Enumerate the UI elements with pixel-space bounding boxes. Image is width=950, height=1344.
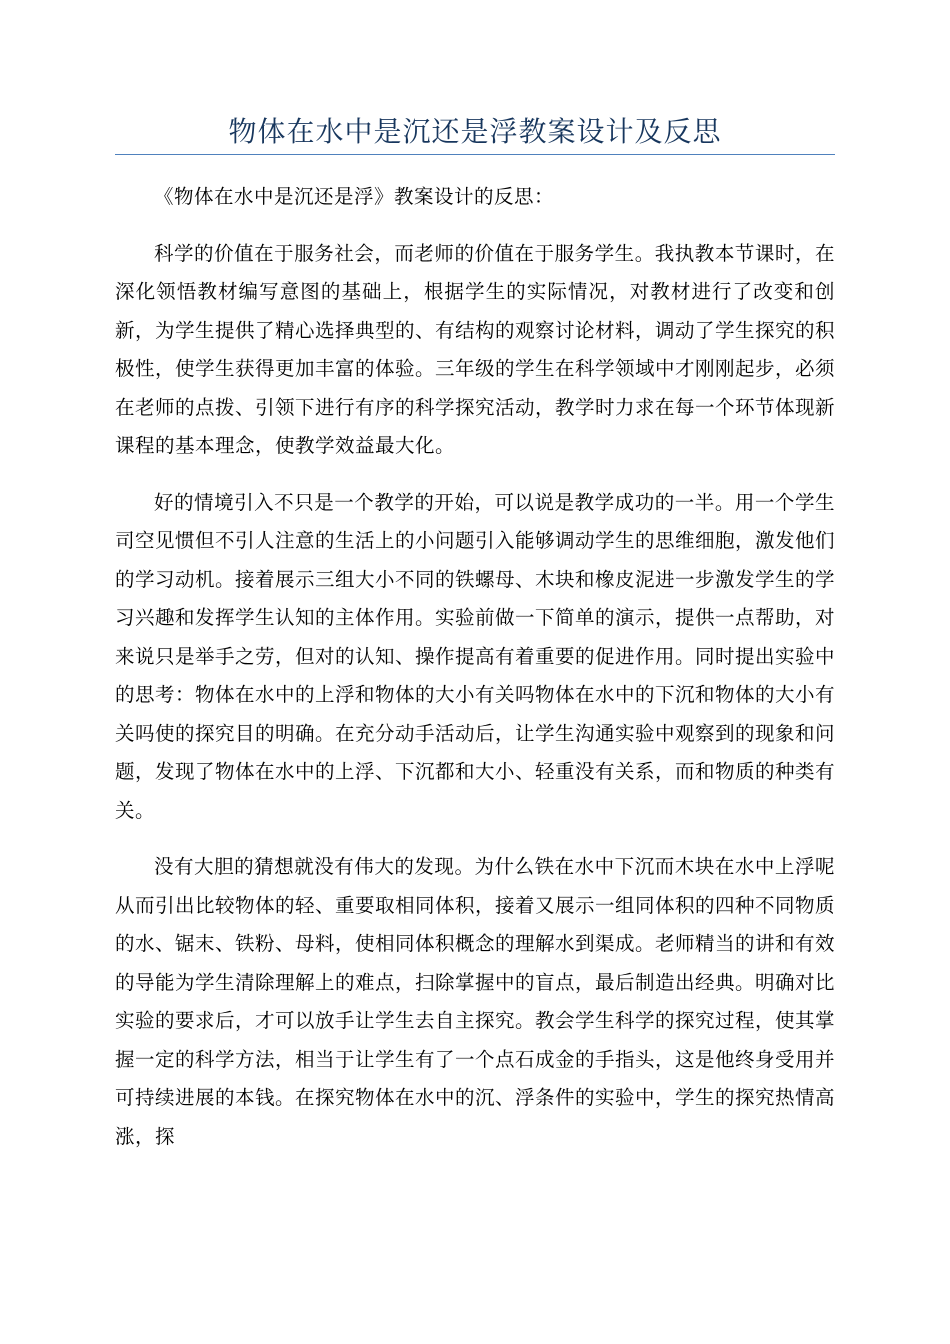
title-underline bbox=[115, 154, 835, 155]
paragraph: 没有大胆的猜想就没有伟大的发现。为什么铁在水中下沉而木块在水中上浮呢从而引出比较物体的轻、重要取相同体积，接着又展示一组同体积的四种不同物质的水、锯末、铁粉、母料，使相同体积概念的理解水到渠成。老师精当的讲和有效的导能为学生清除理解上的难点，扫除掌握中的盲点，最后制造出经典。明确对比实验的要求后，才可以放手让学生去自主探究。教会学生科学的探究过程，使其掌握一定的科学方法，相当于让学生有了一个点石成金的手指头，这是他终身受用并可持续进展的本钱。在探究物体在水中的沉、浮条件的实验中，学生的探究热情高涨，探 bbox=[115, 855, 836, 1148]
document-body bbox=[115, 178, 835, 1174]
paragraph: 好的情境引入不只是一个教学的开始，可以说是教学成功的一半。用一个学生司空见惯但不引人注意的生活上的小问题引入能够调动学生的思维细胞，激发他们的学习动机。接着展示三组大小不同的铁螺母、木块和橡皮泥进一步激发学生的学习兴趣和发挥学生认知的主体作用。实验前做一下简单的演示，提供一点帮助，对来说只是举手之劳，但对的认知、操作提高有着重要的促进作用。同时提出实验中的思考：物体在水中的上浮和物体的大小有关吗物体在水中的下沉和物体的大小有关吗使的探究目的明确。在充分动手活动后，让学生沟通实验中观察到的现象和问题，发现了物体在水中的上浮、下沉都和大小、轻重没有关系，而和物质的种类有关。 bbox=[115, 490, 836, 822]
paragraph-intro: 《物体在水中是沉还是浮》教案设计的反思： bbox=[154, 185, 555, 208]
paragraph: 科学的价值在于服务社会，而老师的价值在于服务学生。我执教本节课时，在深化领悟教材编写意图的基础上，根据学生的实际情况，对教材进行了改变和创新，为学生提供了精心选择典型的、有结构的观察讨论材料，调动了学生探究的积极性，使学生获得更加丰富的体验。三年级的学生在科学领域中才刚刚起步，必须在老师的点拨、引领下进行有序的科学探究活动，教学时力求在每一个环节体现新课程的基本理念，使教学效益最大化。 bbox=[115, 241, 836, 457]
document-title: 物体在水中是沉还是浮教案设计及反思 bbox=[228, 115, 722, 148]
